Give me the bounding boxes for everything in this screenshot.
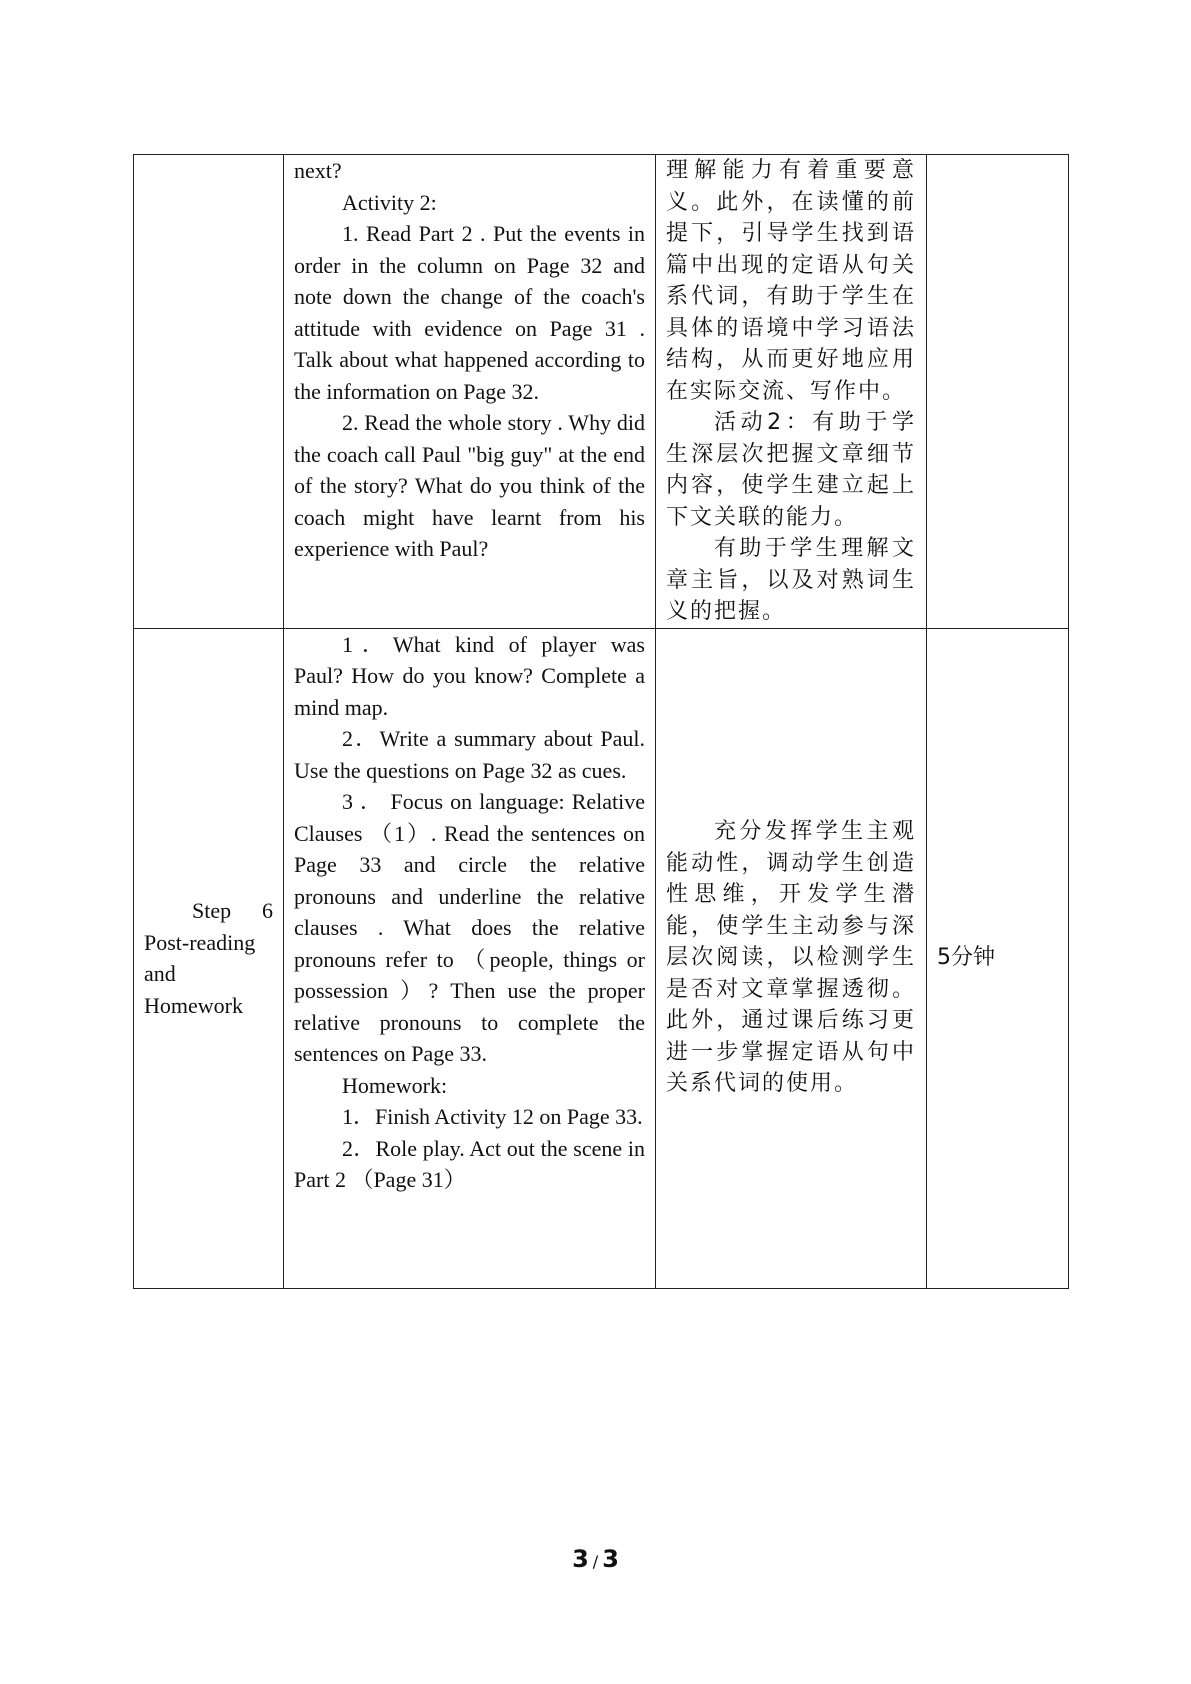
time-cell [927, 155, 1069, 629]
purpose-line: 活动2：有助于学生深层次把握文章细节内容，使学生建立起上下文关联的能力。 [666, 410, 916, 530]
time-cell: 5分钟 [927, 628, 1069, 1288]
activity-line: Homework: [342, 1072, 448, 1098]
activity-line: next? [294, 158, 342, 183]
purpose-line: 理解能力有着重要意义。此外，在读懂的前提下，引导学生找到语篇中出现的定语从句关系代词，有助于学生在具体的语境中学习语法结构，从而更好地应用在实际交流、写作中。 [666, 158, 916, 404]
activity-line: 1．Finish Activity 12 on Page 33. [342, 1104, 643, 1129]
table-row [134, 155, 1069, 629]
step-cell [134, 155, 284, 629]
step-name: Post-reading [144, 929, 256, 955]
purpose-cell [656, 628, 927, 1288]
step-name: Homework [144, 992, 243, 1018]
page-current: 3 [572, 1545, 589, 1573]
purpose-line: 充分发挥学生主观能动性，调动学生创造性思维，开发学生潜能，使学生主动参与深层次阅读，以检测学生是否对文章掌握透彻。此外，通过课后练习更进一步掌握定语从句中关系代词的使用。 [666, 819, 916, 1097]
activity-line: 1. Read Part 2 . Put the events in order in the column on Page 32 and note down the change of the coach's attitude with evidence on Page 31 . Talk about what happened according to the information on Page 32. [294, 221, 645, 404]
activity-line: 2．Role play. Act out the scene in Part 2 （Page 31） [294, 1135, 645, 1192]
table-row [134, 628, 1069, 1288]
purpose-cell [656, 155, 927, 629]
page-number [0, 1545, 1191, 1573]
lesson-plan-table [133, 154, 1069, 1289]
activity-line: 2．Write a summary about Paul. Use the questions on Page 32 as cues. [294, 726, 645, 783]
activity-line: 3 ． Focus on language: Relative Clauses （1）. Read the sentences on Page 33 and circle the relative pronouns and underline the relative clauses . What does the relative pronouns refer to （people, things or possession ）? Then use the proper relative pronouns to complete the sentences on Page 33. [294, 789, 645, 1066]
activity-cell [284, 155, 656, 629]
activity-line: Activity 2: [342, 189, 437, 215]
activity-cell [284, 628, 656, 1288]
purpose-line: 有助于学生理解文章主旨，以及对熟词生义的把握。 [666, 536, 916, 624]
activity-line: 1．What kind of player was Paul? How do you know? Complete a mind map. [294, 631, 645, 720]
page-total: 3 [602, 1545, 619, 1573]
activity-line: 2. Read the whole story . Why did the coach call Paul "big guy" at the end of the story? What do you think of the coach might have learnt from his experience with Paul? [294, 410, 645, 561]
step-number: Step 6 [192, 898, 273, 923]
page-separator: / [592, 1552, 599, 1571]
step-cell [134, 628, 284, 1288]
step-label [144, 895, 273, 1021]
step-name: and [144, 961, 176, 986]
